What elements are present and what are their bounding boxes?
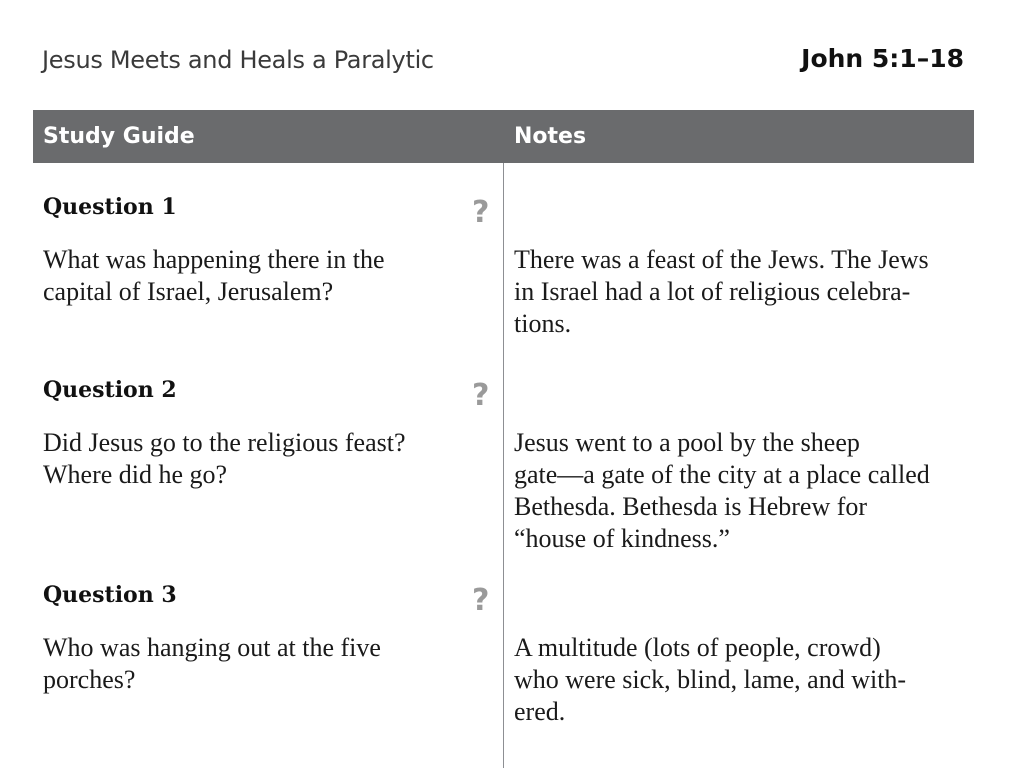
question-2-note: Jesus went to a pool by the sheep gate—a gate of the city at a place called Bethesda. Bethesda is Hebrew for “house of kindness.” <box>514 428 930 553</box>
question-1-note: There was a feast of the Jews. The Jews in Israel had a lot of religious celebra- tions. <box>514 245 929 338</box>
column-header-study-guide: Study Guide <box>43 124 195 149</box>
question-mark-icon: ? <box>472 378 490 413</box>
question-2-label: Question 2 <box>43 377 177 403</box>
question-mark-icon: ? <box>472 195 490 230</box>
question-3-note: A multitude (lots of people, crowd) who were sick, blind, lame, and with- ered. <box>514 633 907 726</box>
column-header-notes: Notes <box>514 124 587 149</box>
scripture-reference: John 5:1–18 <box>801 44 964 73</box>
question-2-text: Did Jesus go to the religious feast? Where did he go? <box>43 428 406 489</box>
question-1-label: Question 1 <box>43 194 177 220</box>
question-3-text: Who was hanging out at the five porches? <box>43 633 381 694</box>
table-header <box>33 110 974 163</box>
column-divider <box>503 163 504 768</box>
question-3-label: Question 3 <box>43 582 177 608</box>
question-1-text: What was happening there in the capital of Israel, Jerusalem? <box>43 245 385 306</box>
question-mark-icon: ? <box>472 583 490 618</box>
lesson-title: Jesus Meets and Heals a Paralytic <box>42 46 434 74</box>
